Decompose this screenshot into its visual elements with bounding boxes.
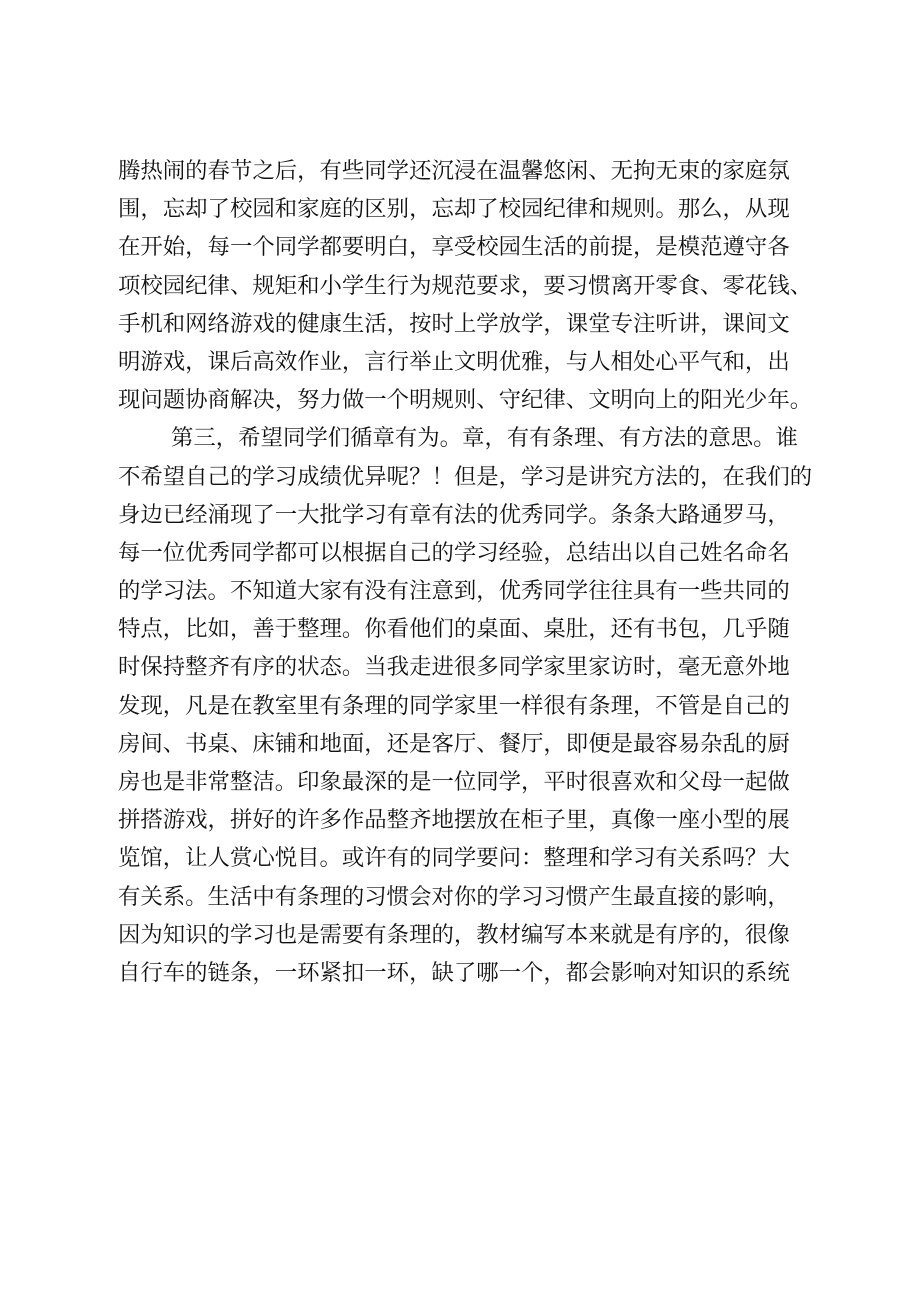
text-line: 项校园纪律、规矩和小学生行为规范要求，要习惯离开零食、零花钱、 (118, 272, 813, 299)
text-line: 腾热闹的春节之后，有些同学还沉浸在温馨悠闲、无拘无束的家庭氛 (118, 158, 790, 184)
text-line: 览馆，让人赏心悦目。或许有的同学要问：整理和学习有关系吗？大 (118, 845, 790, 872)
text-line: 因为知识的学习也是需要有条理的，教材编写本来就是有序的，很像 (118, 921, 790, 948)
text-line: 不希望自己的学习成绩优异呢？！但是，学习是讲究方法的，在我们的 (118, 463, 813, 490)
text-line: 房间、书桌、床铺和地面，还是客厅、餐厅，即便是最容易杂乱的厨 (118, 730, 790, 757)
text-line: 现问题协商解决，努力做一个明规则、守纪律、文明向上的阳光少年。 (118, 387, 813, 414)
body-text (118, 152, 830, 992)
text-line: 明游戏，课后高效作业，言行举止文明优雅，与人相处心平气和，出 (118, 348, 790, 375)
text-line: 有关系。生活中有条理的习惯会对你的学习习惯产生最直接的影响， (118, 883, 790, 910)
text-line: 拼搭游戏，拼好的许多作品整齐地摆放在柜子里，真像一座小型的展 (118, 807, 790, 834)
text-line: 身边已经涌现了一大批学习有章有法的优秀同学。条条大路通罗马， (118, 501, 790, 528)
text-line: 发现，凡是在教室里有条理的同学家里一样很有条理，不管是自己的 (118, 692, 790, 719)
text-line: 自行车的链条，一环紧扣一环，缺了哪一个，都会影响对知识的系统 (118, 959, 790, 986)
text-line: 房也是非常整洁。印象最深的是一位同学，平时很喜欢和父母一起做 (118, 769, 790, 795)
text-line: 手机和网络游戏的健康生活，按时上学放学，课堂专注听讲，课间文 (118, 310, 790, 337)
paragraph-start-line: 第三，希望同学们循章有为。章，有有条理、有方法的意思。谁 (171, 425, 798, 452)
text-line: 特点，比如，善于整理。你看他们的桌面、桌肚，还有书包，几乎随 (118, 616, 790, 643)
text-line: 的学习法。不知道大家有没有注意到，优秀同学往往具有一些共同的 (118, 578, 790, 605)
text-line: 在开始，每一个同学都要明白，享受校园生活的前提，是模范遵守各 (118, 234, 790, 261)
text-line: 每一位优秀同学都可以根据自己的学习经验，总结出以自己姓名命名 (118, 539, 790, 566)
text-line: 围，忘却了校园和家庭的区别，忘却了校园纪律和规则。那么，从现 (118, 196, 790, 223)
text-line: 时保持整齐有序的状态。当我走进很多同学家里家访时，毫无意外地 (118, 654, 790, 681)
